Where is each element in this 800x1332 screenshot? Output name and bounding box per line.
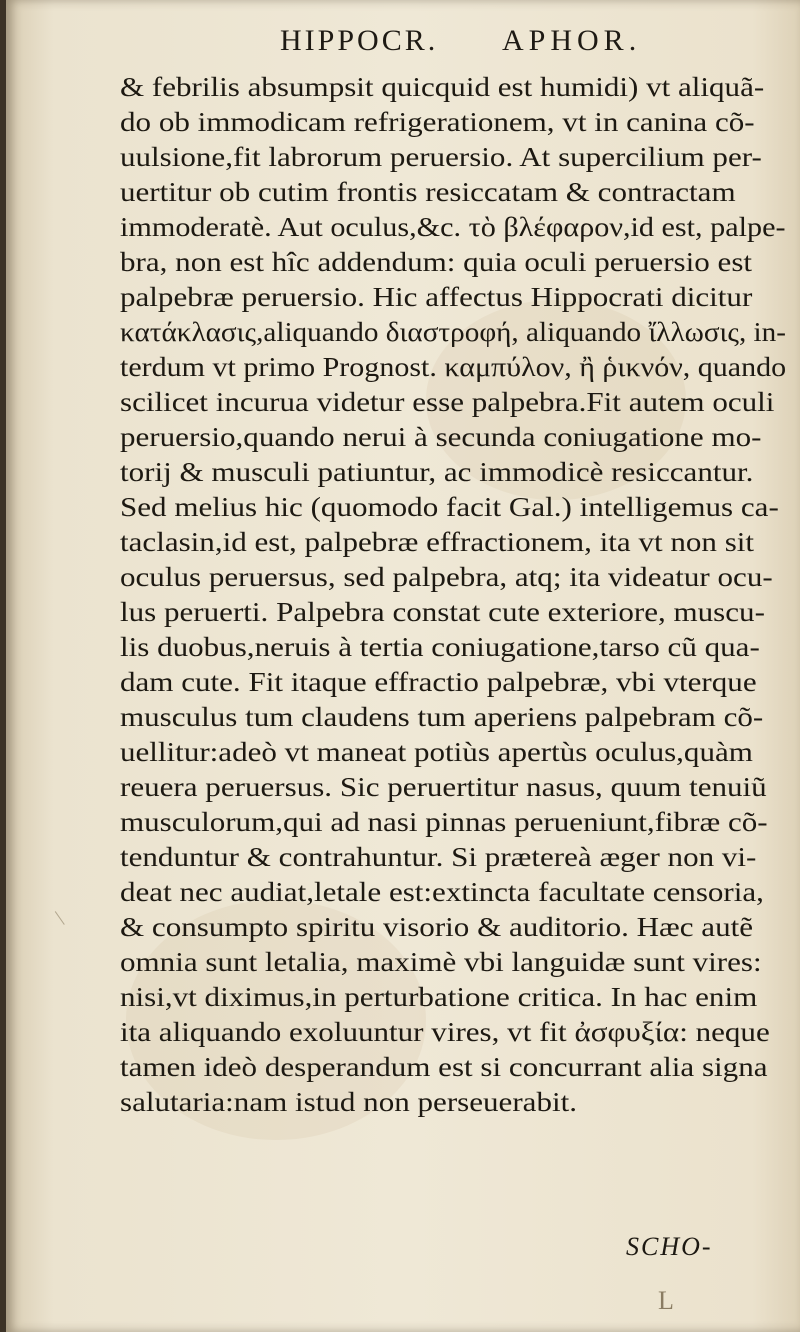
text-line: reuera peruersus. Sic peruertitur nasus, quum tenuiũ [120, 772, 767, 802]
text-line: salutaria:nam istud non perseuerabit. [120, 1087, 577, 1117]
text-line: κατάκλασις,aliquando διαστροφή, aliquando ἴλλωσις, in- [120, 317, 787, 347]
text-line: nisi,vt diximus,in perturbatione critica. In hac enim [120, 982, 758, 1012]
text-line: musculorum,qui ad nasi pinnas perueniunt,fibræ cõ- [120, 807, 768, 837]
signature-mark: L [658, 1286, 674, 1315]
text-line: oculus peruersus, sed palpebra, atq; ita videatur ocu- [120, 562, 773, 592]
text-line: Sed melius hic (quomodo facit Gal.) intelligemus ca- [120, 492, 779, 522]
running-head [6, 22, 800, 66]
running-head-right: APHOR. [502, 24, 642, 57]
text-line: uulsione,fit labrorum peruersio. At supercilium per- [120, 142, 762, 172]
text-line: dam cute. Fit itaque effractio palpebræ, vbi vterque [120, 667, 757, 697]
text-line: uellitur:adeò vt maneat potiùs apertùs oculus,quàm [120, 737, 753, 767]
text-line: & consumpto spiritu visorio & auditorio. Hæc autẽ [120, 912, 754, 942]
text-line: tenduntur & contrahuntur. Si prætereà æger non vi- [120, 842, 757, 872]
text-line: palpebræ peruersio. Hic affectus Hippocrati dicitur [120, 282, 753, 312]
text-line: peruersio,quando nerui à secunda coniugatione mo- [120, 422, 762, 452]
text-line: ita aliquando exoluuntur vires, vt fit ἀσφυξία: neque [120, 1017, 770, 1047]
text-line: deat nec audiat,letale est:extincta facultate censoria, [120, 877, 764, 907]
text-line: & febrilis absumpsit quicquid est humidi) vt aliquã- [120, 72, 765, 102]
text-line: taclasin,id est, palpebræ effractionem, ita vt non sit [120, 527, 755, 557]
book-page [6, 0, 800, 1332]
running-head-left: HIPPOCR. [280, 24, 439, 57]
text-line: lus peruerti. Palpebra constat cute exteriore, muscu- [120, 597, 765, 627]
text-line: musculus tum claudens tum aperiens palpebram cõ- [120, 702, 764, 732]
text-line: do ob immodicam refrigerationem, vt in canina cõ- [120, 107, 755, 137]
text-line: torij & musculi patiuntur, ac immodicè resiccantur. [120, 457, 754, 487]
text-line: bra, non est hîc addendum: quia oculi peruersio est [120, 247, 753, 277]
catchword: SCHO- [626, 1232, 713, 1261]
text-line: omnia sunt letalia, maximè vbi languidæ sunt vires: [120, 947, 762, 977]
margin-mark [55, 903, 76, 925]
text-line: immoderatè. Aut oculus,&c. τὸ βλέφαρον,id est, palpe- [120, 212, 786, 242]
text-line: lis duobus,neruis à tertia coniugatione,tarso cũ qua- [120, 632, 760, 662]
text-line: tamen ideò desperandum est si concurrant alia signa [120, 1052, 768, 1082]
text-line: uertitur ob cutim frontis resiccatam & contractam [120, 177, 736, 207]
text-line: terdum vt primo Prognost. καμπύλον, ἢ ῥικνόν, quando [120, 352, 787, 382]
text-line: scilicet incurua videtur esse palpebra.Fit autem oculi [120, 387, 775, 417]
